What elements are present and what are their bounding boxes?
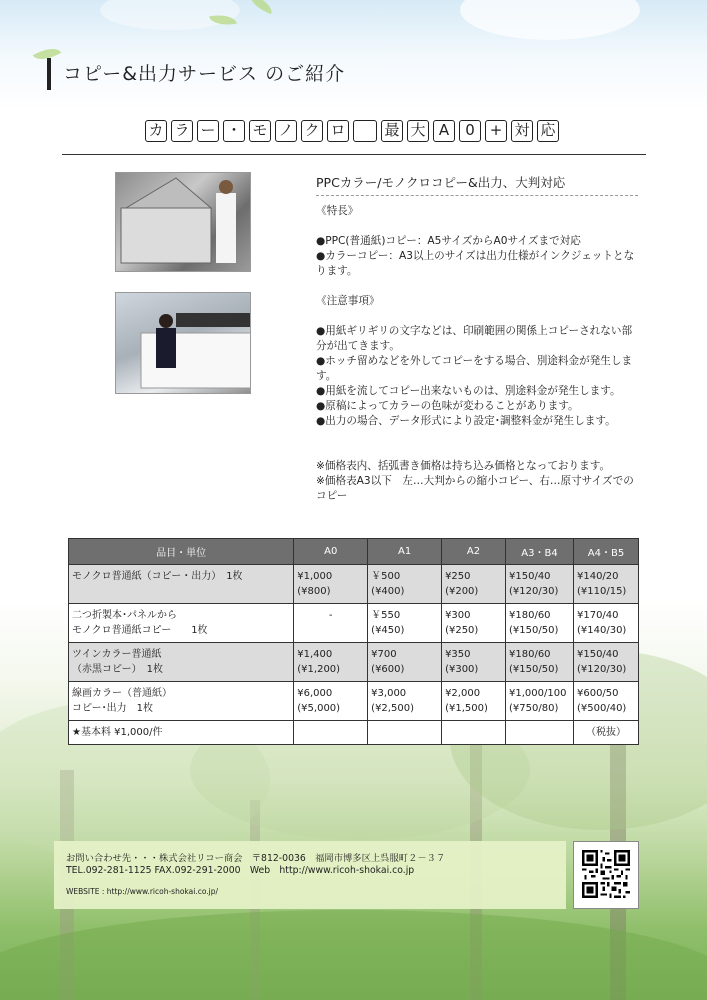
table-header-row — [69, 539, 639, 565]
table-row — [69, 604, 639, 643]
banner-char: ノ — [275, 120, 297, 142]
features-heading: 《特長》 — [316, 205, 359, 217]
table-cell: ¥700 (¥600) — [368, 643, 442, 682]
base-fee: ★基本料 ¥1,000/件 — [69, 721, 294, 745]
contact-box — [54, 841, 566, 909]
table-footer-row — [69, 721, 639, 745]
page-title: コピー&出力サービス のご紹介 — [63, 63, 346, 85]
table-cell — [368, 721, 442, 745]
service-title: PPCカラー/モノクロコピー&出力、大判対応 — [316, 173, 638, 196]
table-cell: ¥170/40 (¥140/30) — [573, 604, 638, 643]
table-cell: ¥250 (¥200) — [442, 565, 506, 604]
banner-char: ・ — [223, 120, 245, 142]
contact-address: お問い合わせ先・・・株式会社リコー商会 〒812-0036 福岡市博多区上呉服町２－３７ — [66, 853, 446, 864]
table-cell: ¥1,000 (¥800) — [294, 565, 368, 604]
table-cell: ￥500 (¥400) — [368, 565, 442, 604]
qr-code-icon — [573, 841, 639, 909]
note-item: ●出力の場合、データ形式により設定･調整料金が発生します。 — [316, 415, 616, 427]
table-row — [69, 682, 639, 721]
table-cell: ¥1,000/100 (¥750/80) — [506, 682, 574, 721]
banner-char: ー — [197, 120, 219, 142]
table-cell: ¥300 (¥250) — [442, 604, 506, 643]
banner-char: ロ — [327, 120, 349, 142]
table-cell — [442, 721, 506, 745]
price-note: ※価格表A3以下 左…大判からの縮小コピー、右…原寸サイズでのコピー — [316, 475, 634, 502]
table-cell: ¥2,000 (¥1,500) — [442, 682, 506, 721]
column-header: A3・B4 — [506, 539, 574, 565]
banner-char: 応 — [537, 120, 559, 142]
table-cell: ¥150/40 (¥120/30) — [573, 643, 638, 682]
price-note: ※価格表内、括弧書き価格は持ち込み価格となっております。 — [316, 460, 611, 472]
contact-phone: TEL.092-281-1125 FAX.092-291-2000 Web http://www.ricoh-shokai.co.jp — [66, 865, 415, 876]
table-cell: ¥180/60 (¥150/50) — [506, 604, 574, 643]
divider — [62, 154, 646, 155]
table-cell: ¥600/50 (¥500/40) — [573, 682, 638, 721]
table-cell — [506, 721, 574, 745]
column-header: A0 — [294, 539, 368, 565]
column-header: 品目・単位 — [69, 539, 294, 565]
copier-photo — [115, 172, 251, 272]
table-cell: ¥1,400 (¥1,200) — [294, 643, 368, 682]
banner-char — [353, 120, 377, 142]
banner-char: 対 — [511, 120, 533, 142]
banner-char: ラ — [171, 120, 193, 142]
table-cell: 線画カラー（普通紙） コピー･出力 1枚 — [69, 682, 294, 721]
banner-char: ク — [301, 120, 323, 142]
table-cell: ¥6,000 (¥5,000) — [294, 682, 368, 721]
banner-char: モ — [249, 120, 271, 142]
page-title-block — [47, 58, 345, 90]
table-cell: 二つ折製本･パネルから モノクロ普通紙コピー 1枚 — [69, 604, 294, 643]
banner-char: A — [433, 120, 455, 142]
service-details — [316, 204, 641, 504]
plotter-photo — [115, 292, 251, 394]
table-cell: - — [294, 604, 368, 643]
table-cell: ツインカラー普通紙 （赤黒コピー） 1枚 — [69, 643, 294, 682]
banner-char: 大 — [407, 120, 429, 142]
table-row — [69, 643, 639, 682]
banner-char: 最 — [381, 120, 403, 142]
column-header: A4・B5 — [573, 539, 638, 565]
price-table — [68, 538, 639, 745]
service-banner — [145, 120, 559, 142]
leaf-decoration — [247, 0, 276, 14]
note-item: ●ホッチ留めなどを外してコピーをする場合、別途料金が発生します。 — [316, 355, 633, 382]
table-cell: ￥550 (¥450) — [368, 604, 442, 643]
note-item: ●用紙ギリギリの文字などは、印刷範囲の関係上コピーされない部分が出てきます。 — [316, 325, 633, 352]
notes-heading: 《注意事項》 — [316, 295, 380, 307]
table-cell: ¥180/60 (¥150/50) — [506, 643, 574, 682]
table-cell: ¥3,000 (¥2,500) — [368, 682, 442, 721]
note-item: ●用紙を流してコピー出来ないものは、別途料金が発生します。 — [316, 385, 621, 397]
banner-char: 0 — [459, 120, 481, 142]
website-link[interactable]: WEBSITE : http://www.ricoh-shokai.co.jp/ — [66, 887, 219, 896]
column-header: A2 — [442, 539, 506, 565]
table-cell: ¥150/40 (¥120/30) — [506, 565, 574, 604]
table-row — [69, 565, 639, 604]
tax-note: （税抜） — [573, 721, 638, 745]
column-header: A1 — [368, 539, 442, 565]
banner-char: カ — [145, 120, 167, 142]
note-item: ●原稿によってカラーの色味が変わることがあります。 — [316, 400, 579, 412]
table-cell — [294, 721, 368, 745]
table-cell: ¥350 (¥300) — [442, 643, 506, 682]
sky-cloud — [460, 0, 640, 40]
table-cell: モノクロ普通紙（コピー・出力） 1枚 — [69, 565, 294, 604]
banner-char: + — [485, 120, 507, 142]
table-cell: ¥140/20 (¥110/15) — [573, 565, 638, 604]
feature-item: ●カラーコピー：A3以上のサイズは出力仕様がインクジェットとなります。 — [316, 250, 635, 277]
feature-item: ●PPC(普通紙)コピー：A5サイズからA0サイズまで対応 — [316, 235, 581, 247]
